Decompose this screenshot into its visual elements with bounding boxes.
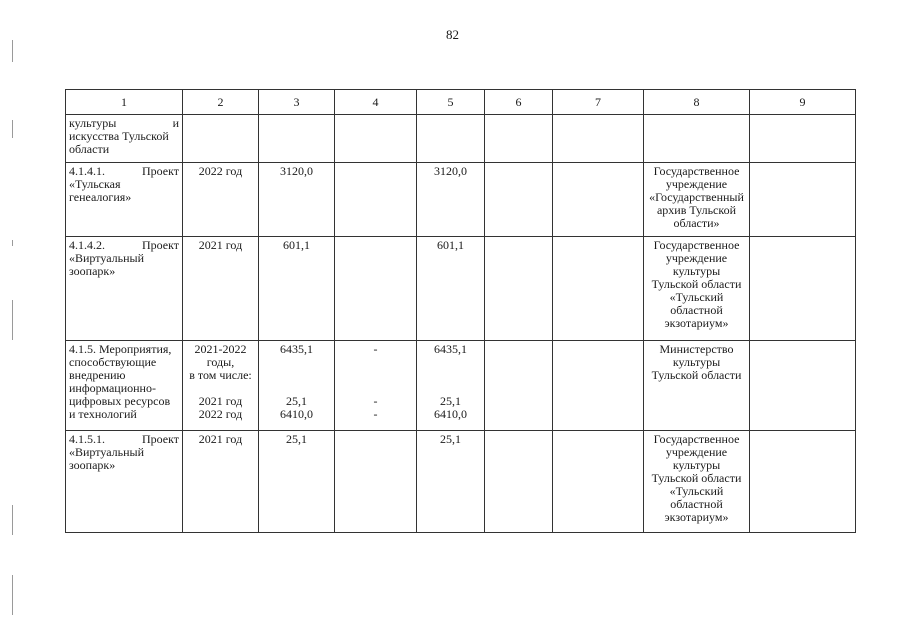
executor-cell	[644, 431, 750, 533]
program-table	[65, 89, 856, 533]
col7-cell	[553, 431, 644, 533]
executor-cell-line: Тульской области	[651, 277, 742, 291]
col5-cell-line: 6435,1	[434, 342, 467, 356]
col4-cell-line: -	[373, 394, 378, 408]
event-name-cell-line: 4.1.4.2. Проект	[69, 238, 179, 252]
col5-cell	[417, 341, 485, 431]
col7-cell	[553, 163, 644, 237]
column-header: 9	[750, 90, 856, 115]
executor-cell-line: «Тульский	[669, 484, 724, 498]
column-header: 1	[66, 90, 183, 115]
executor-cell-line: областной	[670, 497, 723, 511]
table-row	[66, 163, 856, 237]
total-amount-cell	[259, 163, 335, 237]
col7-cell	[553, 237, 644, 341]
col6-cell	[485, 115, 553, 163]
executor-cell	[644, 237, 750, 341]
col5-cell-line: 3120,0	[434, 164, 467, 178]
column-header: 3	[259, 90, 335, 115]
column-number-row	[66, 90, 856, 115]
event-name-cell-line: внедрению	[69, 368, 126, 382]
col9-cell	[750, 115, 856, 163]
executor-cell-line: Министерство	[659, 342, 734, 356]
period-cell-line: годы,	[206, 355, 235, 369]
column-header: 7	[553, 90, 644, 115]
executor-cell-line: архив Тульской	[656, 203, 737, 217]
col4-cell	[335, 115, 417, 163]
col5-cell-line: 6410,0	[434, 407, 467, 421]
event-name-cell-line: 4.1.5.1. Проект	[69, 432, 179, 446]
table-row	[66, 341, 856, 431]
executor-cell-line: культуры	[672, 355, 721, 369]
event-name-cell-line: «Тульская	[69, 177, 121, 191]
col9-cell	[750, 341, 856, 431]
event-name-cell	[66, 163, 183, 237]
executor-cell-line: учреждение	[665, 251, 728, 265]
event-name-cell-line: искусства Тульской	[69, 129, 169, 143]
executor-cell-line: экзотариум»	[664, 316, 729, 330]
col4-cell	[335, 341, 417, 431]
event-name-cell	[66, 237, 183, 341]
column-header: 2	[183, 90, 259, 115]
col7-cell	[553, 341, 644, 431]
executor-cell	[644, 163, 750, 237]
col6-cell	[485, 237, 553, 341]
executor-cell	[644, 341, 750, 431]
event-name-cell	[66, 431, 183, 533]
executor-cell-line: Государственное	[653, 432, 740, 446]
col6-cell	[485, 341, 553, 431]
period-cell-line: 2022 год	[198, 164, 243, 178]
period-cell	[183, 237, 259, 341]
col5-cell-line: 25,1	[440, 432, 461, 446]
event-name-cell-line: «Виртуальный	[69, 445, 144, 459]
executor-cell-line: Тульской области	[651, 368, 742, 382]
event-name-cell-line: способствующие	[69, 355, 157, 369]
event-name-cell-line: зоопарк»	[69, 264, 116, 278]
event-name-cell-line: культуры и	[69, 116, 179, 130]
col4-cell	[335, 431, 417, 533]
executor-cell-line: учреждение	[665, 177, 728, 191]
col5-cell	[417, 115, 485, 163]
col5-cell-line: 25,1	[440, 394, 461, 408]
event-name-cell-line: 4.1.5. Мероприятия,	[69, 342, 172, 356]
event-name-cell	[66, 341, 183, 431]
col4-cell-line: -	[373, 407, 378, 421]
col4-cell-line: -	[373, 342, 378, 356]
executor-cell-line: экзотариум»	[664, 510, 729, 524]
period-cell-line: в том числе:	[189, 368, 252, 382]
period-cell-line: 2021 год	[198, 432, 243, 446]
col9-cell	[750, 431, 856, 533]
event-name-cell-line: зоопарк»	[69, 458, 116, 472]
column-header: 5	[417, 90, 485, 115]
col5-cell	[417, 163, 485, 237]
col9-cell	[750, 163, 856, 237]
col4-cell	[335, 237, 417, 341]
executor-cell	[644, 115, 750, 163]
col7-cell	[553, 115, 644, 163]
executor-cell-line: Государственное	[653, 238, 740, 252]
col6-cell	[485, 431, 553, 533]
column-header: 4	[335, 90, 417, 115]
executor-cell-line: областной	[670, 303, 723, 317]
event-name-cell-line: информационно-	[69, 381, 156, 395]
period-cell	[183, 115, 259, 163]
period-cell	[183, 341, 259, 431]
total-amount-cell	[259, 237, 335, 341]
table-body	[66, 115, 856, 533]
col4-cell	[335, 163, 417, 237]
period-cell	[183, 431, 259, 533]
table-row	[66, 237, 856, 341]
event-name-cell-line: 4.1.4.1. Проект	[69, 164, 179, 178]
total-amount-cell-line: 6435,1	[280, 342, 313, 356]
executor-cell-line: культуры	[672, 458, 721, 472]
total-amount-cell-line: 3120,0	[280, 164, 313, 178]
total-amount-cell-line: 6410,0	[280, 407, 313, 421]
column-header: 6	[485, 90, 553, 115]
total-amount-cell-line: 25,1	[286, 394, 307, 408]
col6-cell	[485, 163, 553, 237]
period-cell-line: 2021 год	[198, 394, 243, 408]
event-name-cell-line: генеалогия»	[69, 190, 132, 204]
executor-cell-line: культуры	[672, 264, 721, 278]
executor-cell-line: Тульской области	[651, 471, 742, 485]
table-row	[66, 431, 856, 533]
event-name-cell-line: «Виртуальный	[69, 251, 144, 265]
column-header: 8	[644, 90, 750, 115]
total-amount-cell	[259, 115, 335, 163]
period-cell	[183, 163, 259, 237]
col5-cell-line: 601,1	[437, 238, 464, 252]
executor-cell-line: учреждение	[665, 445, 728, 459]
period-cell-line: 2021 год	[198, 238, 243, 252]
col5-cell	[417, 431, 485, 533]
col9-cell	[750, 237, 856, 341]
period-cell-line: 2021-2022	[194, 342, 247, 356]
event-name-cell-line: и технологий	[69, 407, 137, 421]
executor-cell-line: области»	[673, 216, 720, 230]
total-amount-cell-line: 601,1	[283, 238, 310, 252]
page-number: 82	[446, 27, 459, 42]
event-name-cell-line: области	[69, 142, 110, 156]
period-cell-line: 2022 год	[198, 407, 243, 421]
executor-cell-line: Государственное	[653, 164, 740, 178]
total-amount-cell-line: 25,1	[286, 432, 307, 446]
binding-edge-marks	[12, 0, 18, 640]
total-amount-cell	[259, 341, 335, 431]
table-row	[66, 115, 856, 163]
event-name-cell-line: цифровых ресурсов	[69, 394, 171, 408]
event-name-cell	[66, 115, 183, 163]
executor-cell-line: «Тульский	[669, 290, 724, 304]
col5-cell	[417, 237, 485, 341]
executor-cell-line: «Государственный	[649, 190, 744, 204]
total-amount-cell	[259, 431, 335, 533]
